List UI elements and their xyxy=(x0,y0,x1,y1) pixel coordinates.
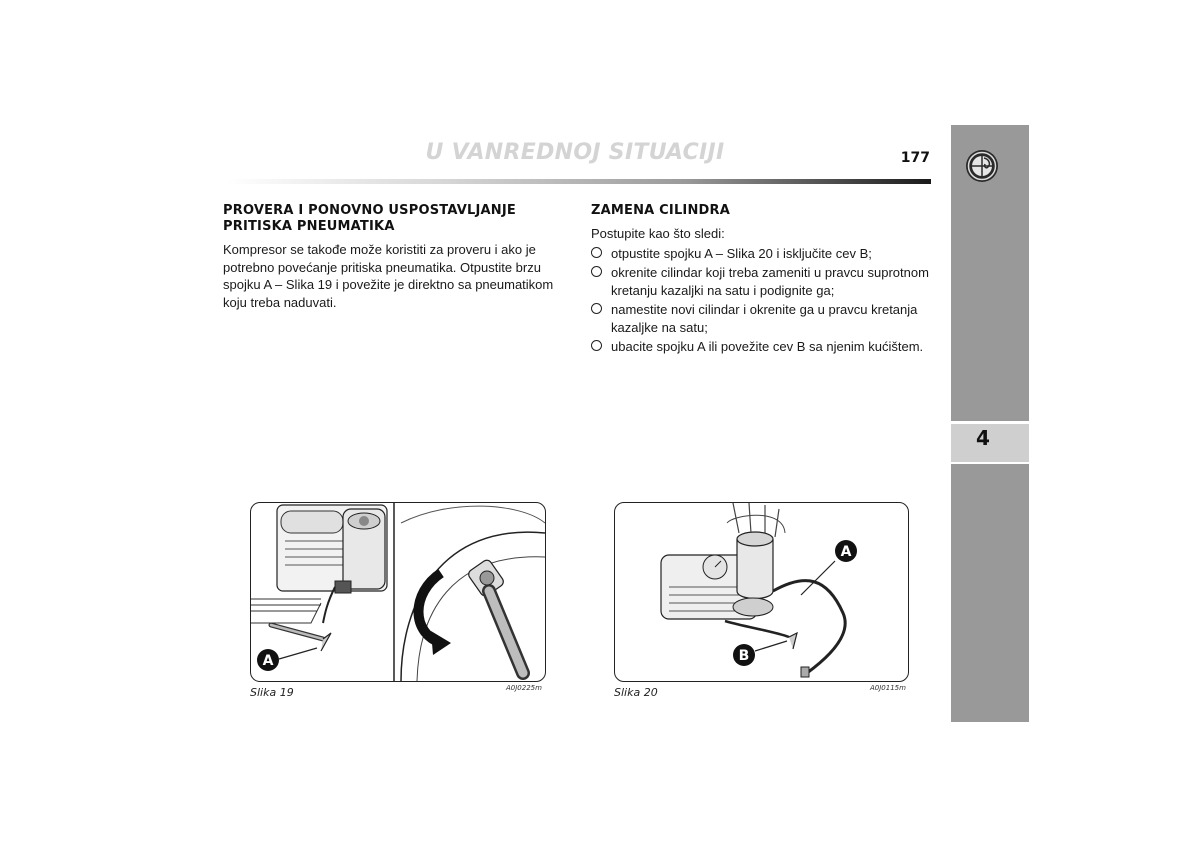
section-heading-tyre-pressure: PROVERA I PONOVNO USPOSTAVLJANJE PRITISKA PNEUMATIKA xyxy=(223,203,516,234)
list-item xyxy=(591,264,931,299)
list-item xyxy=(591,245,931,263)
bullet-icon xyxy=(591,340,602,351)
page-number: 177 xyxy=(900,150,930,166)
left-column xyxy=(223,203,563,311)
figure-20-code: A0J0115m xyxy=(870,684,906,692)
svg-text:B: B xyxy=(738,648,750,664)
list-item xyxy=(591,301,931,336)
brand-logo-icon xyxy=(965,149,999,183)
intro-text: Postupite kao što sledi: xyxy=(591,226,725,241)
step-text: okrenite cilindar koji treba zameniti u pravcu suprotnom kretanju kazaljki na satu i podignite ga; xyxy=(611,265,929,298)
chapter-tab[interactable] xyxy=(951,424,1029,462)
paragraph-tyre-pressure: Kompresor se takođe može koristiti za proveru i ako je potrebno povećanje pritiska pneumatika. Otpustite brzu spojku A – Slika 19 i povežite je direktno sa pneumatikom koju treba naduvati. xyxy=(223,242,554,310)
bullet-icon xyxy=(591,247,602,258)
header-rule xyxy=(226,179,931,184)
svg-text:A: A xyxy=(262,653,274,669)
figure-19 xyxy=(250,502,546,682)
step-text: namestite novi cilindar i okrenite ga u pravcu kretanja kazaljke na satu; xyxy=(611,302,918,335)
section-heading-cylinder-replacement: ZAMENA CILINDRA xyxy=(591,203,731,218)
figure-20-caption: Slika 20 xyxy=(614,686,658,699)
side-strip-bottom xyxy=(951,464,1029,722)
steps-list xyxy=(591,245,931,356)
figure-20-illustration xyxy=(615,503,908,681)
right-column xyxy=(591,203,931,358)
step-text: ubacite spojku A ili povežite cev B sa njenim kućištem. xyxy=(611,339,924,354)
chapter-tab-number: 4 xyxy=(976,426,990,450)
list-item xyxy=(591,338,931,356)
figure-20 xyxy=(614,502,909,682)
bullet-icon xyxy=(591,303,602,314)
figure-19-illustration xyxy=(251,503,545,681)
figure-19-caption: Slika 19 xyxy=(250,686,294,699)
step-text: otpustite spojku A – Slika 20 i isključite cev B; xyxy=(611,245,872,261)
svg-text:A: A xyxy=(840,544,852,560)
bullet-icon xyxy=(591,266,602,277)
figure-19-code: A0J0225m xyxy=(506,684,542,692)
section-title: U VANREDNOJ SITUACIJI xyxy=(425,140,725,165)
